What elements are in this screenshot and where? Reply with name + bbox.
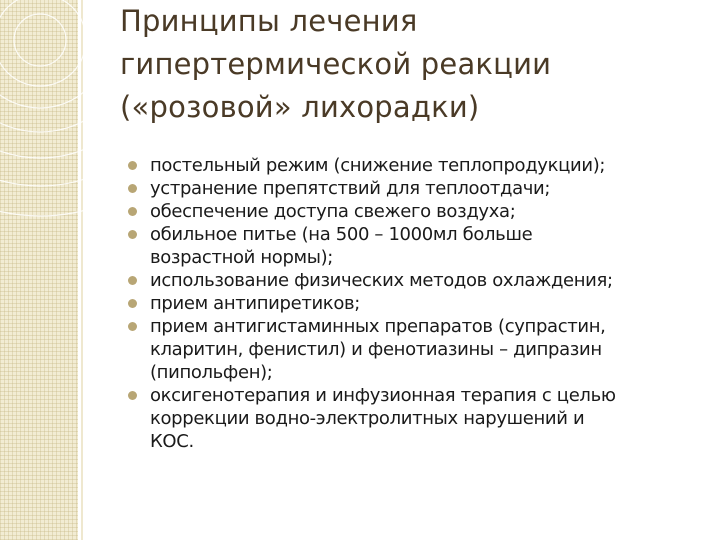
- bullet-item: [128, 384, 708, 453]
- bullet-dot-icon: [128, 391, 137, 400]
- bullet-text-line: кларитин, фенистил) и фенотиазины – дипразин: [150, 339, 602, 360]
- title-line-1: Принципы лечения: [120, 4, 418, 38]
- bullet-item: [128, 177, 708, 200]
- bullet-text-line: возрастной нормы);: [150, 247, 334, 268]
- bullet-text-line: обеспечение доступа свежего воздуха;: [150, 201, 516, 222]
- bullet-item: [128, 223, 708, 269]
- bullet-text-line: (пипольфен);: [150, 362, 273, 383]
- bullet-dot-icon: [128, 207, 137, 216]
- bullet-text-line: прием антипиретиков;: [150, 293, 360, 314]
- slide-title: [120, 0, 700, 129]
- bullet-item: [128, 200, 708, 223]
- bullet-item: [128, 154, 708, 177]
- bullet-text-line: КОС.: [150, 431, 194, 452]
- bullet-dot-icon: [128, 230, 137, 239]
- bullet-text-line: постельный режим (снижение теплопродукции);: [150, 155, 606, 176]
- bullet-text-line: коррекции водно-электролитных нарушений и: [150, 408, 585, 429]
- bullet-text-line: прием антигистаминных препаратов (супрастин,: [150, 316, 606, 337]
- bullet-list: [128, 154, 708, 453]
- bullet-text-line: обильное питье (на 500 – 1000мл больше: [150, 224, 533, 245]
- bullet-dot-icon: [128, 322, 137, 331]
- bullet-text-line: использование физических методов охлаждения;: [150, 270, 613, 291]
- bullet-dot-icon: [128, 299, 137, 308]
- bullet-dot-icon: [128, 161, 137, 170]
- bullet-dot-icon: [128, 184, 137, 193]
- bullet-dot-icon: [128, 276, 137, 285]
- bullet-text-line: устранение препятствий для теплоотдачи;: [150, 178, 551, 199]
- bullet-item: [128, 292, 708, 315]
- bullet-item: [128, 315, 708, 384]
- title-line-3: («розовой» лихорадки): [120, 90, 480, 124]
- title-line-2: гипертермической реакции: [120, 47, 552, 81]
- bullet-item: [128, 269, 708, 292]
- bullet-text-line: оксигенотерапия и инфузионная терапия с целью: [150, 385, 616, 406]
